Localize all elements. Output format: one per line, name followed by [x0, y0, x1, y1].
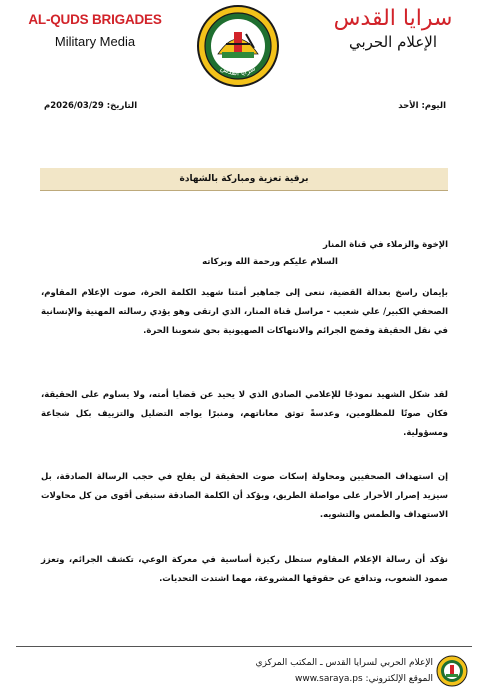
- paragraph-4: نؤكد أن رسالة الإعلام المقاوم ستظل ركيزة أساسية في معركة الوعي، تكشف الجرائم، وتعزز صمود الشعوب، وتدافع عن حقوقها المشروعة، مهما اشتدت التحديات.: [41, 555, 448, 584]
- paragraph-1: بإيمان راسخ بعدالة القضية، ننعى إلى جماهير أمتنا شهيد الكلمة الحرة، صوت الإعلام المقاوم، الصحفي الكبير/ علي شعيب - مراسل قناة المنار، الذي ارتقى وهو يؤدي رسالته المهنية والإنسانية في نقل الحقيقة وفضح الجرائم والانتهاكات الصهيونية بحق شعوبنا الحرة.: [41, 288, 448, 336]
- subject-title: برقية تعزية ومباركة بالشهادة: [40, 168, 448, 191]
- footer-logo-icon: [436, 655, 468, 687]
- media-name-ar: الإعلام الحربي: [348, 33, 438, 51]
- footer-office: الإعلام الحربي لسرايا القدس ـ المكتب المركزي: [255, 658, 433, 668]
- media-name-en: Military Media: [54, 34, 136, 49]
- footer-website: الموقع الإلكتروني: www.saraya.ps: [295, 674, 433, 684]
- paragraph-3: إن استهداف الصحفيين ومحاولة إسكات صوت الحقيقة لن يفلح في حجب الرسالة الصادقة، بل سيزيد إصرار الأحرار على مواصلة الطريق، ويؤكد أن الكلمة الصادقة ستبقى أقوى من كل محاولات الاستهداف والطمس والتشويه.: [41, 472, 448, 520]
- logo-ring-text: سرايا القدس: [219, 64, 257, 78]
- addressee-line: الإخوة والزملاء في قناة المنار: [322, 240, 448, 250]
- paragraph-2: لقد شكل الشهيد نموذجًا للإعلامي الصادق الذي لا يحيد عن قضايا أمته، ولا يساوم على الحقيقة، فكان صوتًا للمظلومين، وعدسةً توثق معاناتهم، ومنبرًا يواجه التضليل والتزييف بكل شجاعة ومسؤولية.: [41, 390, 448, 438]
- footer-divider: [16, 646, 472, 647]
- al-quds-brigades-logo: [196, 4, 280, 88]
- greeting-line: السلام عليكم ورحمة الله وبركاته: [202, 257, 338, 267]
- brand-name-en: AL-QUDS BRIGADES: [28, 12, 162, 27]
- brand-header-en: [20, 12, 170, 49]
- brand-name-ar: سرايا القدس: [333, 6, 453, 31]
- date-label: التاريخ: 2026/03/29م: [44, 101, 138, 111]
- footer-text: [256, 655, 433, 687]
- day-label: اليوم: الأحد: [398, 101, 446, 111]
- brand-header-ar: [318, 6, 468, 51]
